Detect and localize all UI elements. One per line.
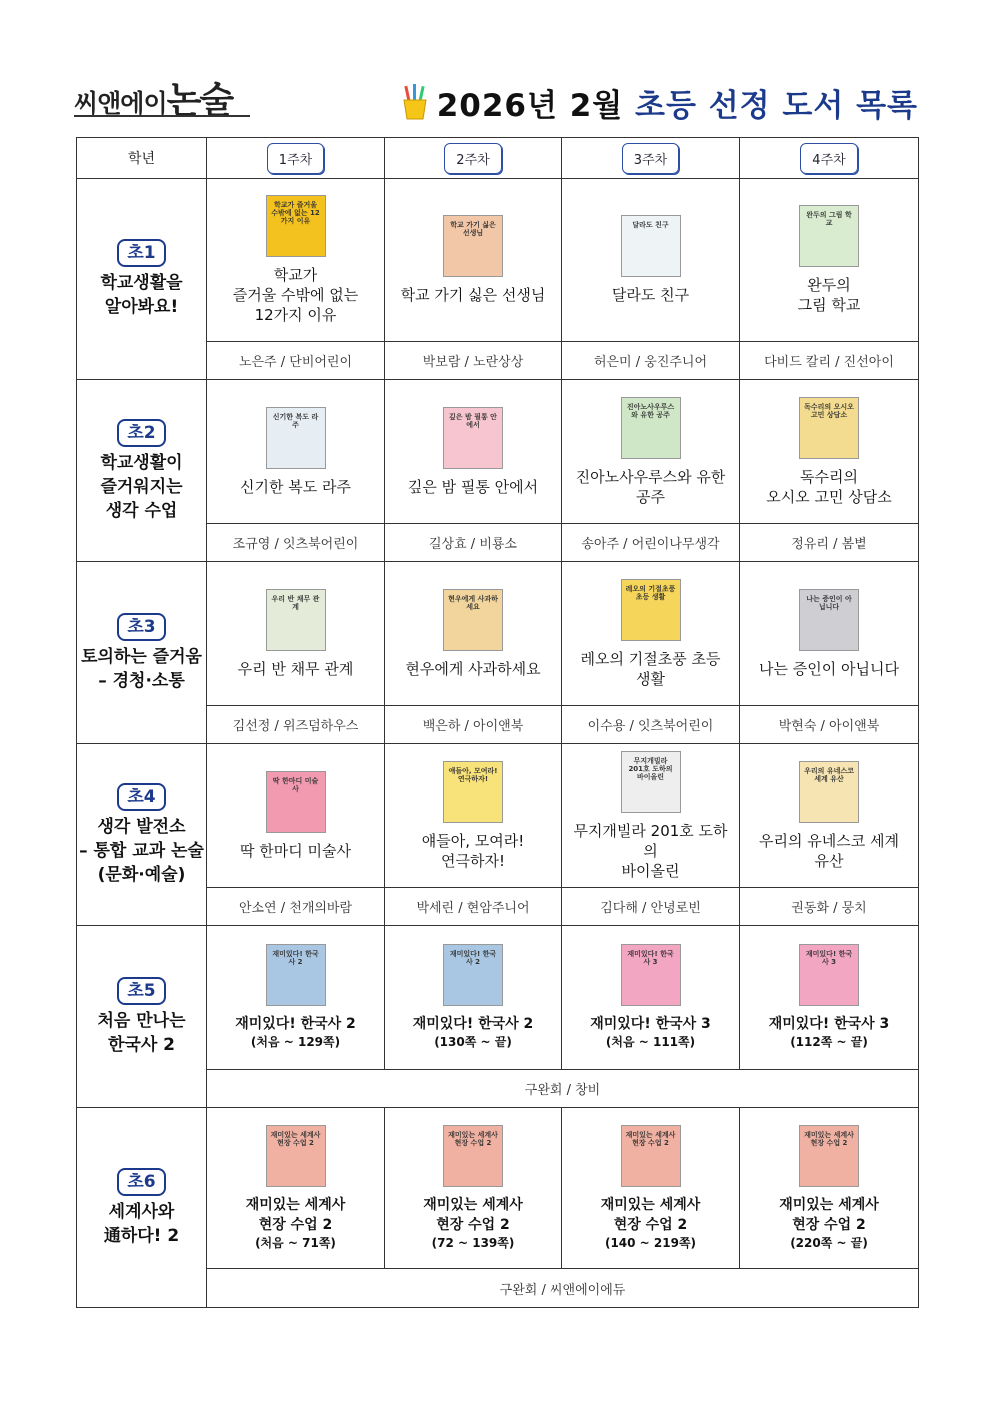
book-cover-text: 달라도 친구 [632,221,669,229]
grade-topic-line: 생각 발전소 [97,816,186,837]
book-cell [740,926,919,1070]
book-cell [562,744,740,888]
book-cover-image [621,215,681,277]
table-header-row [77,138,919,179]
author-publisher: 허은미 / 웅진주니어 [562,342,740,380]
page-range: (130쪽 ~ 끝) [434,1035,512,1049]
grade-badge: 초4 [117,783,165,811]
book-title-line: 완두의 [807,276,851,294]
grade-topic-line: 한국사 2 [107,1034,175,1055]
book-title-line: 현장 수업 2 [436,1216,510,1233]
book-title-line: 무지개빌라 201호 도하의 [573,821,728,860]
author-publisher: 길상효 / 비룡소 [385,524,562,562]
grade-cell [77,179,207,380]
book-title-line: 깊은 밤 필통 안에서 [407,477,539,496]
week-pill-4: 4주차 [800,143,857,174]
book-title-line: 진아노사우루스와 유한 [575,467,726,486]
book-cover-image [443,1125,503,1187]
page-range: (처음 ~ 111쪽) [605,1035,696,1049]
book-cover-text: 딱 한마디 미술사 [272,776,319,793]
book-cover-image [799,589,859,651]
book-cell [207,562,385,706]
book-cover-text: 우리 반 채무 관계 [271,594,320,611]
book-cell [562,926,740,1070]
book-cover-image [799,1125,859,1187]
grade-cell [77,926,207,1108]
book-cover-text: 재미있다! 한국사 2 [449,950,497,966]
week-pill-2: 2주차 [444,143,501,174]
book-cover-image [266,407,326,469]
grade-row [77,380,919,524]
grade-row [77,179,919,342]
book-cover-text: 신기한 복도 라주 [272,412,319,429]
book-cover-text: 학교 가기 싫은 선생님 [450,221,496,237]
author-publisher: 안소연 / 천개의바람 [207,888,385,926]
grade-badge: 초2 [117,419,165,447]
book-cover-text: 현우에게 사과하세요 [448,594,498,611]
book-cell [385,562,562,706]
brand-logo [74,72,233,121]
week-header [740,138,919,179]
week-header [562,138,740,179]
author-publisher: 박현숙 / 아이앤북 [740,706,919,744]
grade-badge: 초6 [117,1168,165,1196]
book-cover-image [799,944,859,1006]
book-title-line: 재미있다! 한국사 2 [235,1016,356,1032]
book-cell [207,380,385,524]
book-cover-image [621,579,681,641]
page-range: (처음 ~ 71쪽) [255,1235,336,1250]
book-cover-image [266,1125,326,1187]
book-title-line: 즐거울 수밖에 없는 [232,286,359,304]
book-title-line: 재미있는 세계사 [423,1196,523,1213]
page-title [401,80,918,125]
grade-badge: 초5 [117,977,165,1005]
author-publisher: 조규영 / 잇츠북어린이 [207,524,385,562]
grade-row [77,1108,919,1269]
book-cover-text: 재미있는 세계사 현장 수업 2 [270,1130,321,1147]
grade-badge: 초3 [117,613,165,641]
book-list-table [76,137,919,1308]
grade-topic-line: – 경청·소통 [98,670,185,691]
book-title-line: 달라도 친구 [611,286,690,304]
author-publisher: 김선정 / 위즈덤하우스 [207,706,385,744]
week-header [385,138,562,179]
week-pill-3: 3주차 [622,143,679,174]
grade-row [77,744,919,888]
book-cell [207,744,385,888]
author-publisher: 김다해 / 안녕로빈 [562,888,740,926]
page-range: (220쪽 ~ 끝) [790,1235,868,1250]
logo-underline [74,115,250,117]
author-publisher: 송아주 / 어린이나무생각 [562,524,740,562]
pencil-cup-icon [401,84,429,120]
book-cover-image [266,944,326,1006]
book-cell [207,179,385,342]
book-title-line: 공주 [636,487,665,506]
book-cover-text: 재미있다! 한국사 3 [805,950,853,966]
grade-topic-line: 토의하는 즐거움 [81,646,202,667]
grade-cell [77,380,207,562]
book-cover-image [621,397,681,459]
book-title-line: 현장 수업 2 [613,1216,688,1233]
grade-topic-line: (문화·예술) [97,864,186,885]
grade-cell [77,562,207,744]
grade-topic-line: 세계사와 [108,1201,175,1222]
book-cover-image [266,771,326,833]
book-cell [562,562,740,706]
book-title-line: 딱 한마디 미술사 [240,841,351,860]
book-cover-image [799,761,859,823]
book-title-line: 현우에게 사과하세요 [405,659,541,678]
grade-topic-line: 생각 수업 [105,500,178,521]
book-cover-text: 깊은 밤 필통 안에서 [449,412,497,429]
book-title-line: 학교가 [273,266,318,284]
book-cover-image [799,397,859,459]
book-cover-image [621,1125,681,1187]
title-date: 2026년 2월 [436,88,624,124]
book-title-line: 재미있다! 한국사 2 [412,1016,534,1032]
book-cover-text: 독수리의 오시오 고민 상담소 [804,402,854,419]
grade-topic-line: 학교생활이 [100,452,183,473]
book-cell [207,926,385,1070]
author-publisher: 백은하 / 아이앤북 [385,706,562,744]
book-title-line: 학교 가기 싫은 선생님 [400,286,546,304]
grade-topic-line: – 통합 교과 논술 [79,840,204,861]
book-title-line: 재미있다! 한국사 3 [590,1016,711,1032]
book-cell [562,380,740,524]
book-cover-image [621,751,681,813]
book-title-line: 연극하자! [441,851,505,870]
book-title-line: 우리의 유네스코 세계 [759,831,899,850]
book-title-line: 재미있는 세계사 [779,1196,879,1213]
week-header [207,138,385,179]
shared-author-publisher: 구완회 / 씨앤에이에듀 [207,1269,919,1308]
book-title-line: 독수리의 [800,467,858,486]
logo-text-big: 논술 [166,80,233,121]
title-main: 초등 선정 도서 목록 [635,88,918,124]
book-cover-image [266,589,326,651]
book-cover-text: 우리의 유네스코 세계 유산 [804,766,854,783]
book-cover-text: 재미있다! 한국사 3 [627,950,674,966]
book-cell [385,926,562,1070]
grade-topic-line: 알아봐요! [104,297,179,317]
book-title-line: 오시오 고민 상담소 [766,487,892,506]
author-publisher: 박보람 / 노란상상 [385,342,562,380]
book-cover-text: 재미있는 세계사 현장 수업 2 [448,1130,498,1147]
grade-cell [77,744,207,926]
author-publisher: 이수용 / 잇츠북어린이 [562,706,740,744]
book-title-line: 생활 [636,669,665,688]
book-title-line: 레오의 기절초풍 초등 [580,649,721,668]
book-cover-text: 재미있다! 한국사 2 [272,950,319,966]
grade-header: 학년 [77,138,207,179]
book-cover-text: 학교가 즐거울 수밖에 없는 12가지 이유 [271,201,320,225]
author-publisher: 권동화 / 뭉치 [740,888,919,926]
book-cover-text: 재미있는 세계사 현장 수업 2 [625,1130,676,1147]
author-publisher: 노은주 / 단비어린이 [207,342,385,380]
author-publisher: 박세린 / 현암주니어 [385,888,562,926]
grade-topic-line: 通하다! 2 [103,1225,180,1246]
book-cover-image [799,205,859,267]
book-cell [740,380,919,524]
book-cover-image [443,944,503,1006]
book-title-line: 현장 수업 2 [258,1216,333,1233]
book-cover-text: 재미있는 세계사 현장 수업 2 [804,1130,854,1147]
book-title-line: 나는 증인이 아닙니다 [759,659,899,678]
page-range: (72 ~ 139쪽) [431,1235,515,1250]
book-title-line: 유산 [814,851,844,870]
week-pill-1: 1주차 [267,143,324,174]
book-cell [562,179,740,342]
book-title-line: 현장 수업 2 [792,1216,866,1233]
book-cover-image [443,407,503,469]
page-range: (140 ~ 219쪽) [604,1235,697,1250]
book-cover-image [443,215,503,277]
book-title-line: 신기한 복도 라주 [240,477,351,496]
logo-text-small: 씨앤에이 [74,89,167,118]
book-title-line: 재미있는 세계사 [245,1196,346,1213]
book-cover-image [443,589,503,651]
book-cell [562,1108,740,1269]
book-title-line: 재미있는 세계사 [600,1196,701,1213]
book-cell [740,179,919,342]
grade-row [77,926,919,1070]
book-cell [385,744,562,888]
page-range: (처음 ~ 129쪽) [250,1035,341,1049]
book-cell [740,1108,919,1269]
book-cover-text: 무지개빌라 201호 도하의 바이올린 [628,756,673,781]
book-title-line: 우리 반 채무 관계 [237,659,354,678]
grade-topic-line: 즐거워지는 [100,476,183,497]
book-cell [385,1108,562,1269]
book-cover-image [266,195,326,257]
book-cell [740,562,919,706]
book-cover-text: 완두의 그림 학교 [806,211,852,227]
book-cell [207,1108,385,1269]
page-range: (112쪽 ~ 끝) [790,1035,868,1049]
grade-badge: 초1 [117,239,165,267]
book-cover-image [621,944,681,1006]
grade-row [77,562,919,706]
book-cover-text: 진아노사우루스와 유한 공주 [626,402,675,419]
book-cover-image [443,761,503,823]
author-publisher: 정유리 / 봄볕 [740,524,919,562]
book-cell [385,179,562,342]
book-cell [385,380,562,524]
author-publisher: 다비드 칼리 / 진선아이 [740,342,919,380]
book-title-line: 재미있다! 한국사 3 [768,1016,890,1032]
book-cover-text: 나는 증인이 아닙니다 [806,594,852,611]
grade-cell [77,1108,207,1308]
grade-topic-line: 처음 만나는 [97,1010,186,1031]
shared-author-publisher: 구완회 / 창비 [207,1070,919,1108]
book-cover-text: 얘들아, 모여라! 연극하자! [448,766,498,783]
book-title-line: 그림 학교 [797,296,861,314]
book-cell [740,744,919,888]
book-title-line: 12가지 이유 [254,306,337,324]
grade-topic-line: 학교생활을 [100,273,183,293]
book-title-line: 얘들아, 모여라! [421,831,525,850]
book-cover-text: 레오의 기절초풍 초등 생활 [625,584,676,601]
book-title-line: 바이올린 [621,861,680,880]
